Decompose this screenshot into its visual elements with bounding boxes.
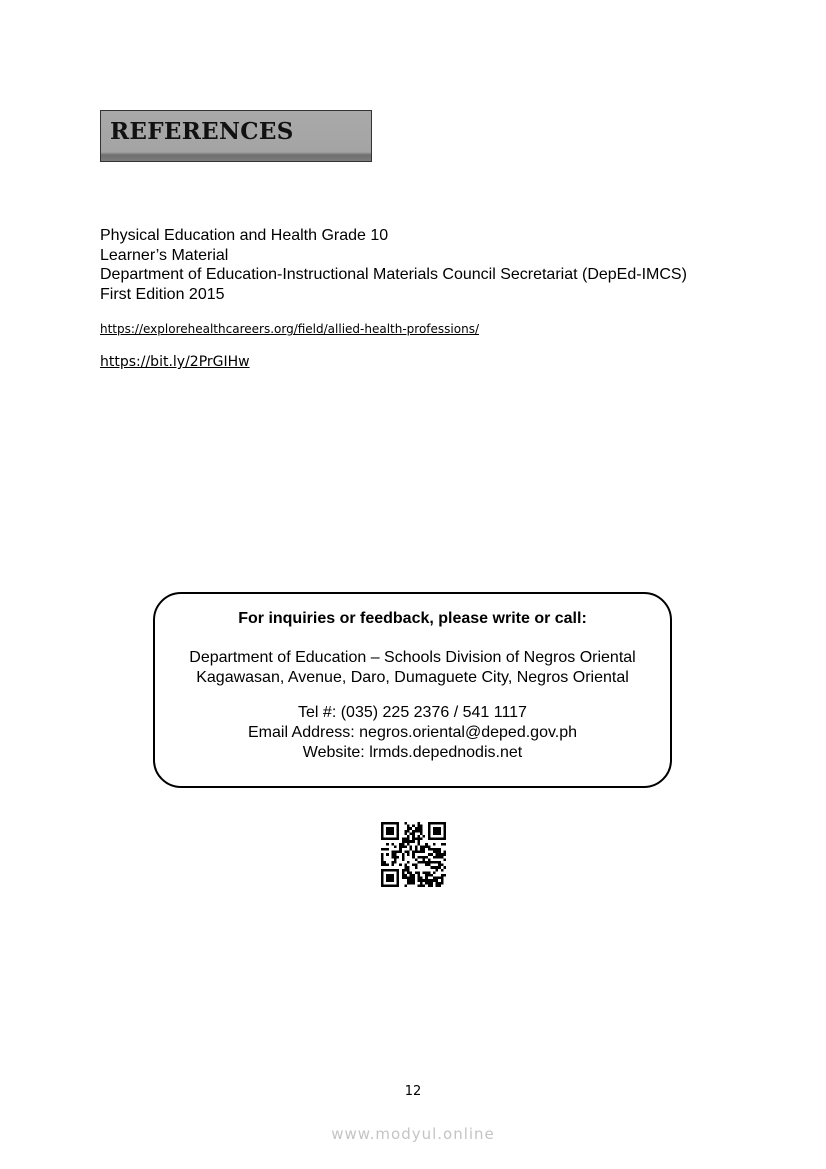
reference-line-material: Learner’s Material <box>100 246 229 264</box>
watermark: www.modyul.online <box>331 1125 495 1143</box>
reference-link-bitly[interactable]: https://bit.ly/2PrGIHw <box>100 354 250 370</box>
reference-line-publisher: Department of Education-Instructional Materials Council Secretariat (DepEd-IMCS) <box>100 266 687 283</box>
contact-tel: Tel #: (035) 225 2376 / 541 1117 <box>298 704 527 721</box>
contact-email: Email Address: negros.oriental@deped.gov.ph <box>247 724 578 741</box>
references-title: REFERENCES <box>110 118 294 145</box>
contact-box <box>153 592 672 788</box>
qr-code-icon <box>381 822 446 887</box>
contact-info <box>155 703 670 763</box>
contact-address-line-1: Department of Education – Schools Division of Negros Oriental <box>189 649 636 666</box>
reference-link-explorehealthcareers[interactable]: https://explorehealthcareers.org/field/allied-health-professions/ <box>100 322 479 336</box>
contact-address-line-2: Kagawasan, Avenue, Daro, Dumaguete City, Negros Oriental <box>196 669 629 686</box>
page-number: 12 <box>404 1084 422 1099</box>
reference-line-edition: First Edition 2015 <box>100 285 225 303</box>
reference-line-title: Physical Education and Health Grade 10 <box>100 227 389 244</box>
contact-website: Website: lrmds.depednodis.net <box>302 744 523 761</box>
contact-heading: For inquiries or feedback, please write or call: <box>238 610 587 627</box>
reference-entry <box>100 226 687 304</box>
contact-address <box>155 648 670 688</box>
references-header-box <box>100 110 372 162</box>
